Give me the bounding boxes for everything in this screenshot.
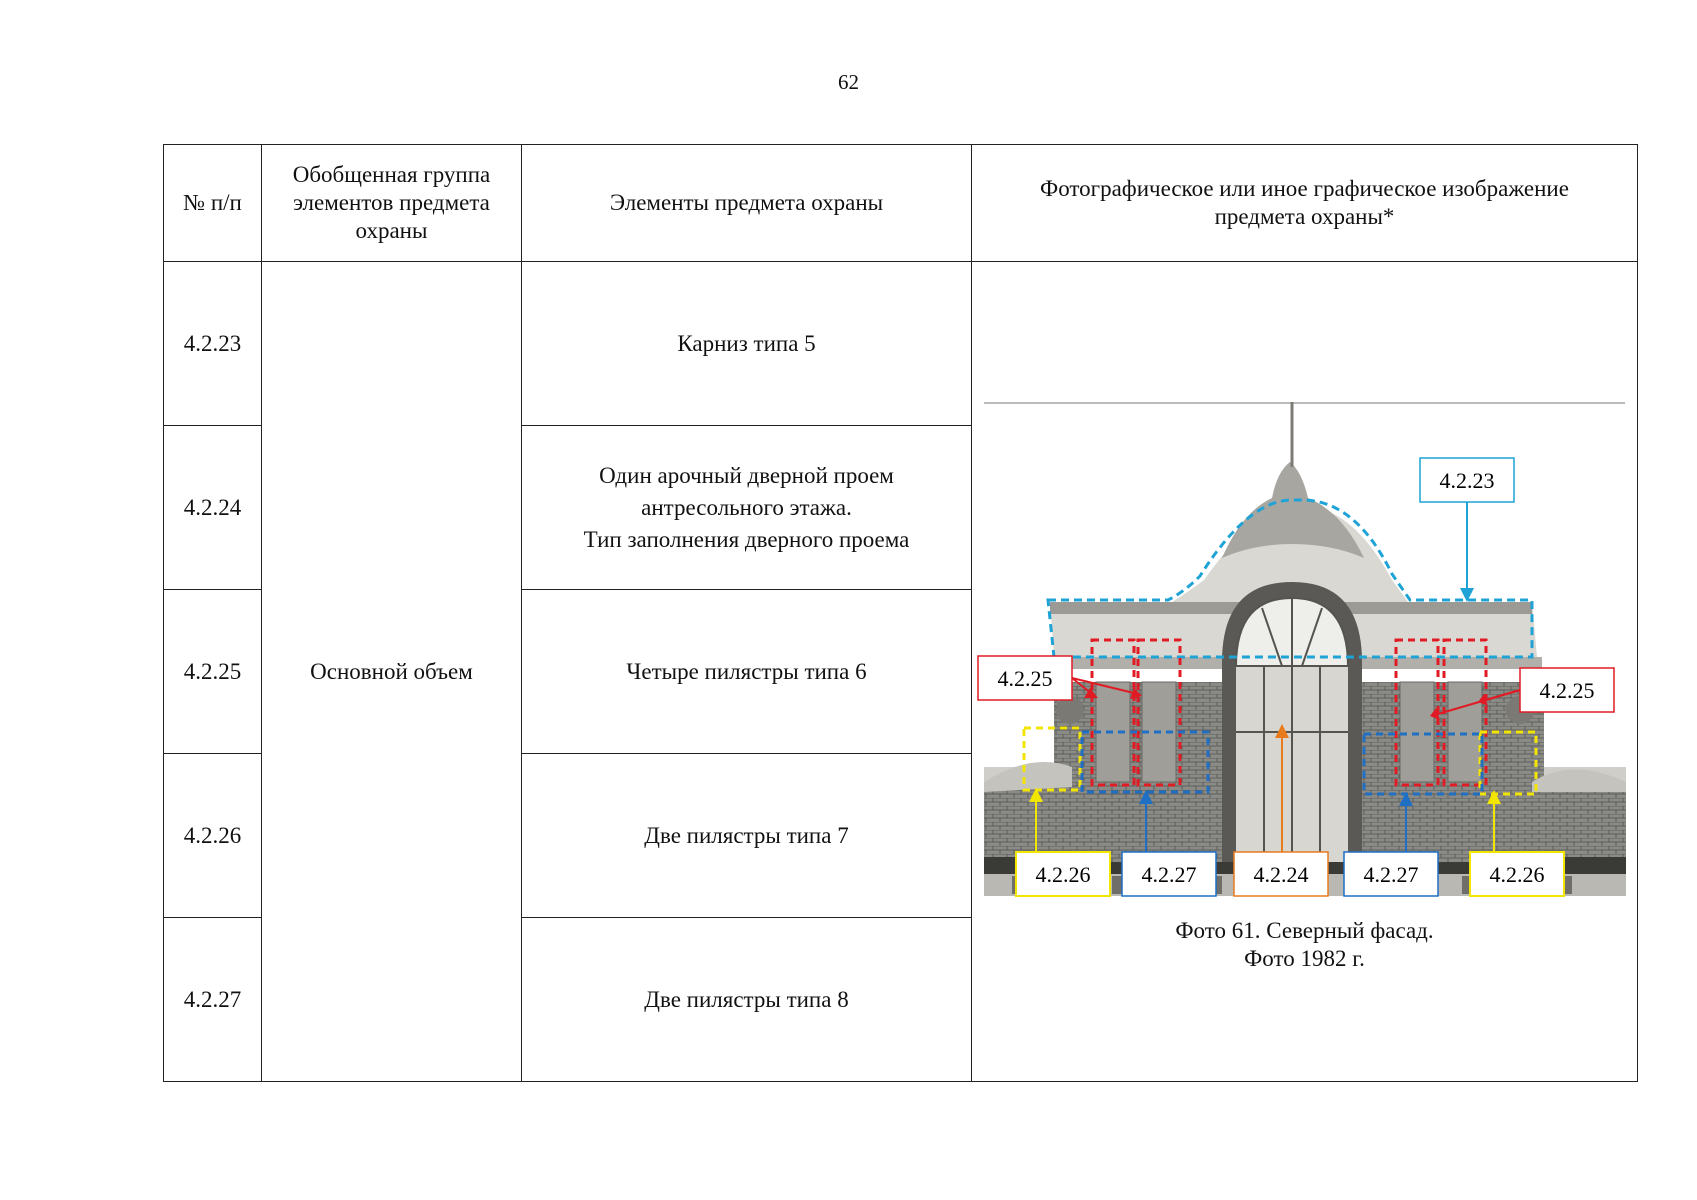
photo-cell	[972, 262, 1638, 1082]
element-cell	[522, 918, 972, 1082]
row-number: 4.2.27	[164, 918, 262, 1082]
building-image	[984, 402, 1626, 896]
header-elements: Элементы предмета охраны	[522, 145, 972, 262]
page-number: 62	[838, 70, 859, 94]
label-pilaster8-right: 4.2.27	[1363, 862, 1419, 887]
element-line: Две пилястры типа 7	[644, 822, 849, 848]
protection-table	[163, 144, 1638, 1082]
element-line: Один арочный дверной проем	[599, 462, 894, 488]
header-num: № п/п	[164, 145, 262, 262]
element-cell	[522, 262, 972, 426]
header-image: Фотографическое или иное графическое изображение предмета охраны*	[972, 145, 1638, 262]
label-pilaster6-right: 4.2.25	[1539, 678, 1595, 703]
caption-line: Фото 61. Северный фасад.	[1175, 918, 1434, 943]
element-cell	[522, 426, 972, 590]
label-pilaster7-right: 4.2.26	[1489, 862, 1545, 887]
element-cell	[522, 590, 972, 754]
label-door: 4.2.24	[1253, 862, 1309, 887]
element-line: Тип заполнения дверного проема	[583, 526, 910, 552]
header-group: Обобщенная группа элементов предмета охраны	[262, 145, 522, 262]
table-row	[164, 262, 1638, 426]
label-pilaster6-left: 4.2.25	[997, 666, 1053, 691]
label-pilaster7-left: 4.2.26	[1035, 862, 1091, 887]
row-number: 4.2.25	[164, 590, 262, 754]
caption-line: Фото 1982 г.	[1244, 946, 1365, 971]
row-number: 4.2.23	[164, 262, 262, 426]
table-header-row	[164, 145, 1638, 262]
label-cornice: 4.2.23	[1439, 468, 1495, 493]
element-line: Четыре пилястры типа 6	[626, 658, 867, 684]
element-line: антресольного этажа.	[641, 494, 852, 520]
element-line: Карниз типа 5	[677, 330, 816, 356]
row-number: 4.2.26	[164, 754, 262, 918]
group-cell: Основной объем	[262, 262, 522, 1082]
row-number: 4.2.24	[164, 426, 262, 590]
label-pilaster8-left: 4.2.27	[1141, 862, 1197, 887]
element-line: Две пилястры типа 8	[644, 986, 849, 1012]
element-cell	[522, 754, 972, 918]
photo-caption	[972, 917, 1637, 973]
